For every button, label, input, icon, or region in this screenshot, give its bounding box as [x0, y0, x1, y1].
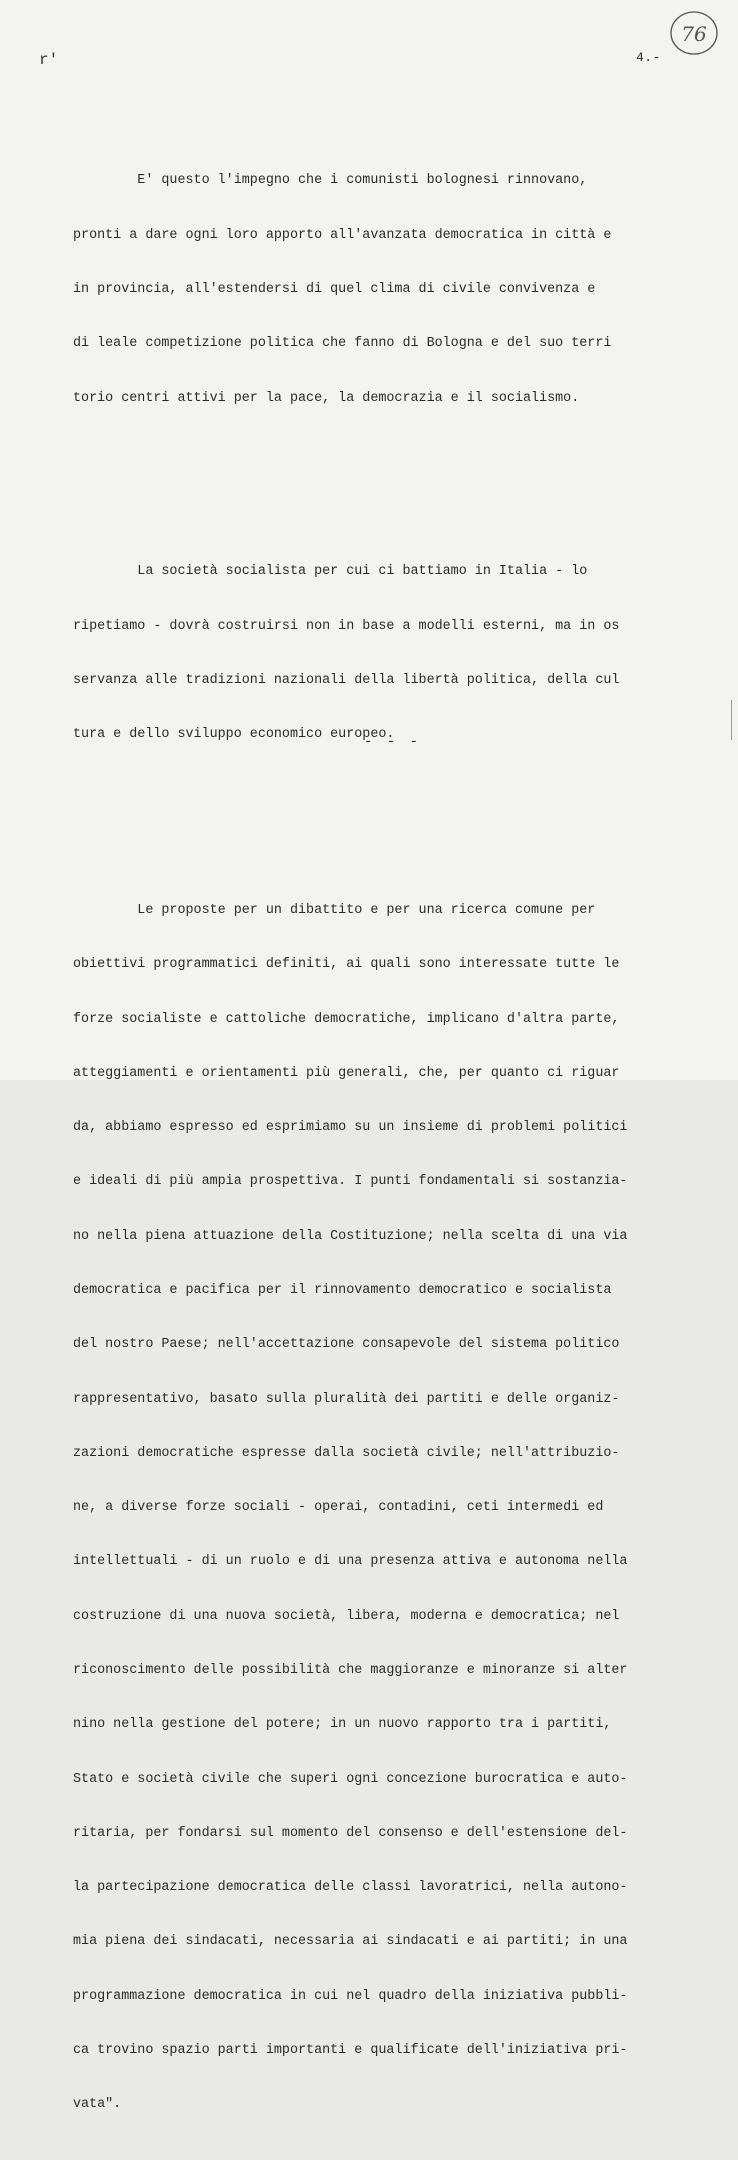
text-line: democratica e pacifica per il rinnovamento democratico e socialista [73, 1283, 612, 1298]
text-line: del nostro Paese; nell'accettazione consapevole del sistema politico [73, 1337, 620, 1353]
text-line: in provincia, all'estendersi di quel clima di civile convivenza e [73, 281, 596, 297]
paragraph-gap [73, 817, 693, 830]
handwritten-circle-icon [668, 8, 720, 58]
text-line: ritaria, per fondarsi sul momento del consenso e dell'estensione del- [73, 1825, 628, 1841]
paragraph-1 [73, 136, 693, 444]
text-line: La società socialista per cui ci battiamo in Italia - lo [73, 564, 588, 580]
text-line: nino nella gestione del potere; in un nuovo rapporto tra i partiti, [73, 1717, 612, 1733]
text-line: E' questo l'impegno che i comunisti bolognesi rinnovano, [73, 173, 588, 189]
text-line: ne, a diverse forze sociali - operai, contadini, ceti intermedi ed [73, 1500, 604, 1516]
text-line: obiettivi programmatici definiti, ai quali sono interessate tutte le [73, 957, 620, 973]
text-line: pronti a dare ogni loro apporto all'avanzata democratica in città e [73, 227, 612, 243]
text-line: no nella piena attuazione della Costituzione; nella scelta di una via [73, 1228, 628, 1244]
text-line: intellettuali - di un ruolo e di una presenza attiva e autonoma nella [73, 1554, 628, 1570]
text-line: forze socialiste e cattoliche democratiche, implicano d'altra parte, [73, 1011, 620, 1027]
text-line: torio centri attivi per la pace, la democrazia e il socialismo. [73, 390, 580, 406]
handwritten-number: 76 [681, 22, 707, 46]
closing-marks: - - - [364, 734, 422, 750]
page-number: 4.- [636, 50, 661, 65]
text-line: da, abbiamo espresso ed esprimiamo su un insieme di problemi politici [73, 1120, 628, 1136]
text-line: di leale competizione politica che fanno di Bologna e del suo terri [73, 336, 612, 352]
text-line: Le proposte per un dibattito e per una ricerca comune per [73, 903, 596, 919]
corner-mark: r' [39, 51, 59, 69]
text-line: Stato e società civile che superi ogni concezione burocratica e auto- [73, 1771, 628, 1787]
paragraph-3 [73, 866, 693, 2151]
text-line: riconoscimento delle possibilità che maggioranze e minoranze si alter [73, 1662, 628, 1678]
text-line: atteggiamenti e orientamenti più generali, che, per quanto ci riguar [73, 1065, 620, 1081]
text-line: ca trovino spazio parti importanti e qualificate dell'iniziativa pri- [73, 2042, 628, 2058]
text-line: la partecipazione democratica delle classi lavoratrici, nella autono- [73, 1880, 628, 1896]
text-line: zazioni democratiche espresse dalla società civile; nell'attribuzio- [73, 1445, 620, 1461]
text-line: vata". [73, 2097, 122, 2113]
document-body [73, 100, 693, 2160]
text-line: costruzione di una nuova società, libera, moderna e democratica; nel [73, 1608, 620, 1624]
text-line: servanza alle tradizioni nazionali della libertà politica, della cul [73, 672, 620, 688]
text-line: programmazione democratica in cui nel quadro della iniziativa pubbli- [73, 1988, 628, 2004]
text-line: tura e dello sviluppo economico europeo. [73, 727, 395, 743]
text-line: ripetiamo - dovrà costruirsi non in base a modelli esterni, ma in os [73, 618, 620, 634]
margin-line [731, 700, 732, 740]
paragraph-gap [73, 480, 693, 491]
text-line: rappresentativo, basato sulla pluralità dei partiti e delle organiz- [73, 1391, 620, 1407]
handwritten-circled-number [668, 8, 720, 58]
text-line: mia piena dei sindacati, necessaria ai sindacati e ai partiti; in una [73, 1934, 628, 1950]
text-line: e ideali di più ampia prospettiva. I punti fondamentali si sostanzia- [73, 1174, 628, 1190]
